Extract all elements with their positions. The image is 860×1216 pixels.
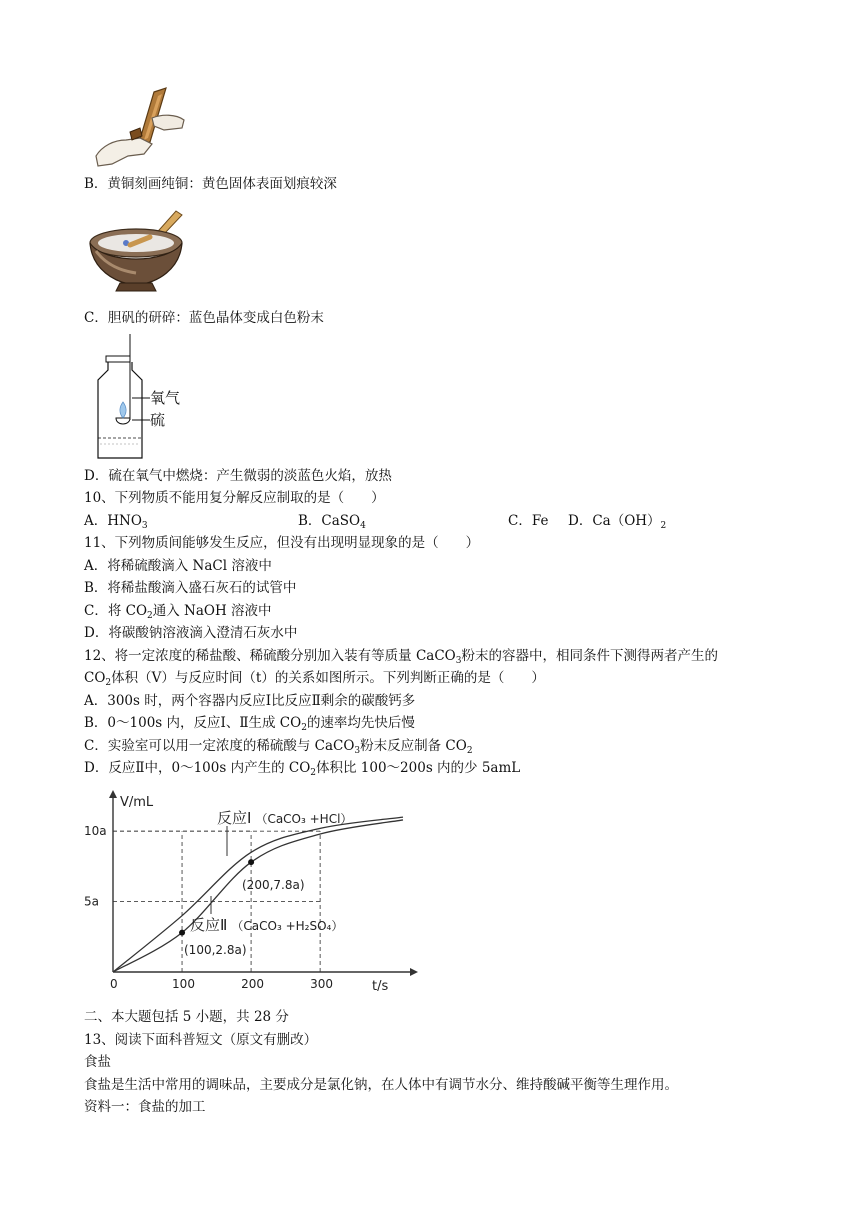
q11-option-c: C．将 $CO_2$通入 NaOH 溶液中: [84, 603, 272, 621]
q12-option-d: D．反应Ⅱ中，0～100s 内产生的 $CO_2$体积比 100～200s 内的少 5amL: [84, 760, 521, 778]
q12-stem-line1: 12、将一定浓度的稀盐酸、稀硫酸分别加入装有等质量 CaCO$_3$粉末的容器中，相同条件下测得两者产生的: [84, 648, 718, 666]
x-tick-label-200: 200: [241, 977, 265, 991]
x-axis-arrow: [410, 968, 418, 976]
q11-stem: 11、下列物质间能够发生反应，但没有出现明显现象的是（ ）: [84, 535, 480, 551]
q11-option-d: D．将碳酸钠溶液滴入澄清石灰水中: [84, 625, 298, 641]
q11-option-b: B．将稀盐酸滴入盛石灰石的试管中: [84, 580, 297, 596]
y-axis-arrow: [109, 790, 117, 798]
sulfur-burning-illustration: [92, 334, 184, 464]
q9-option-c: C．胆矾的研碎：蓝色晶体变成白色粉末: [84, 310, 324, 326]
series-line-reaction-ii: [113, 820, 403, 972]
point-annotation-200: (200,7.8a): [242, 878, 305, 892]
q12-option-b: B．0～100s 内，反应Ⅰ、Ⅱ生成 $CO_2$的速率均先快后慢: [84, 715, 415, 733]
q9-option-b: B．黄铜刻画纯铜：黄色固体表面划痕较深: [84, 176, 337, 192]
q12-option-a: A．300s 时，两个容器内反应Ⅰ比反应Ⅱ剩余的碳酸钙多: [84, 693, 416, 709]
article-title: 食盐: [84, 1054, 111, 1070]
q12-stem-line2: $CO_2$体积（V）与反应时间（t）的关系如图所示。下列判断正确的是（ ）: [84, 670, 545, 688]
x-tick-label-100: 100: [172, 977, 195, 991]
scratch-metal-illustration: [92, 86, 188, 170]
mortar-pestle-illustration: [86, 207, 194, 295]
x-axis-label: t/s: [372, 979, 389, 994]
y-axis-label: V/mL: [120, 795, 154, 810]
data-point-200: [248, 859, 254, 865]
co2-volume-chart: [80, 786, 420, 996]
data-point-100: [179, 930, 185, 936]
material-1-heading: 资料一：食盐的加工: [84, 1099, 206, 1115]
x-tick-label-300: 300: [310, 977, 334, 991]
q10-option-a: A．$HNO_3$: [84, 513, 148, 531]
sulfur-label: 硫: [150, 411, 166, 429]
reaction-i-label: 反应Ⅰ （CaCO₃ +HCl）: [217, 809, 353, 827]
q12-option-c: C．实验室可以用一定浓度的稀硫酸与 CaCO$_3$粉末反应制备 $CO_2$: [84, 738, 473, 756]
q10-option-c: C．Fe: [508, 513, 549, 529]
oxygen-label: 氧气: [150, 389, 181, 407]
article-paragraph-1: 食盐是生活中常用的调味品，主要成分是氯化钠，在人体中有调节水分、维持酸碱平衡等生理作用。: [84, 1077, 678, 1093]
point-annotation-100: (100,2.8a): [184, 943, 247, 957]
q13-stem: 13、阅读下面科普短文（原文有删改）: [84, 1032, 318, 1048]
reaction-ii-label: 反应Ⅱ （CaCO₃ +H₂SO₄）: [190, 916, 344, 934]
section2-heading: 二、本大题包括 5 小题，共 28 分: [84, 1009, 289, 1025]
y-tick-label-5a: 5a: [84, 894, 99, 909]
q11-option-a: A．将稀硫酸滴入 NaCl 溶液中: [84, 558, 272, 574]
x-tick-label-0: 0: [110, 977, 118, 991]
q10-stem: 10、下列物质不能用复分解反应制取的是（ ）: [84, 490, 385, 506]
q10-option-d: D．$Ca(OH)_2$: [568, 513, 667, 531]
q10-option-b: B．CaSO$_4$: [298, 513, 366, 531]
q9-option-d: D．硫在氧气中燃烧：产生微弱的淡蓝色火焰，放热: [84, 468, 392, 484]
y-tick-label-10a: 10a: [84, 824, 107, 839]
